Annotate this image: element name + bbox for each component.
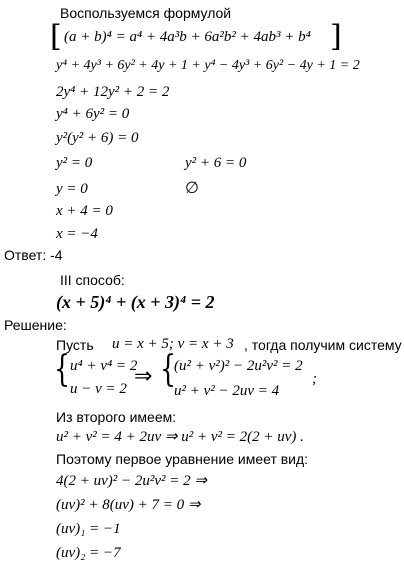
- empty-set-symbol: ∅: [185, 178, 199, 197]
- system-terminator: ;: [312, 371, 317, 387]
- linear-equation: x + 4 = 0: [56, 203, 113, 219]
- case1-equation: y² = 0: [56, 155, 93, 171]
- let-word: Пусть: [56, 337, 94, 353]
- system1-eq1: u⁴ + v⁴ = 2: [70, 358, 138, 374]
- expanded-equation: y⁴ + 4y³ + 6y² + 4y + 1 + y⁴ − 4y³ + 6y² − 4y + 1 = 2: [56, 58, 360, 73]
- solution-label: Решение:: [4, 317, 67, 333]
- step-factored: y²(y² + 6) = 0: [56, 130, 139, 146]
- implies-arrow-icon: ⇒: [134, 364, 153, 389]
- binomial-formula: (a + b)⁴ = a⁴ + 4a³b + 6a²b² + 4ab³ + b⁴: [64, 29, 311, 45]
- method3-heading: III способ:: [60, 272, 125, 288]
- system1-eq2: u − v = 2: [70, 381, 127, 397]
- derived-equation: u² + v² = 4 + 2uv ⇒ u² + v² = 2(2 + uv) .: [56, 429, 304, 445]
- first-equation-form: 4(2 + uv)² − 2u²v² = 2 ⇒: [56, 473, 207, 489]
- therefore-text: Поэтому первое уравнение имеет вид:: [56, 451, 309, 467]
- root-one: (uv)₁ = −1: [56, 521, 121, 537]
- left-bracket: [: [50, 19, 62, 54]
- step-sum: 2y⁴ + 12y² + 2 = 2: [56, 84, 170, 100]
- final-x: x = −4: [56, 226, 98, 242]
- right-bracket: ]: [330, 19, 342, 54]
- case1-solution: y = 0: [56, 181, 88, 197]
- method3-equation: (x + 5)⁴ + (x + 3)⁴ = 2: [56, 292, 215, 312]
- substitution-tail: , тогда получим систему: [244, 337, 402, 353]
- quadratic-in-uv: (uv)² + 8(uv) + 7 = 0 ⇒: [56, 497, 201, 513]
- from-second-text: Из второго имеем:: [56, 409, 177, 425]
- system2-eq2: u² + v² − 2uv = 4: [174, 383, 280, 399]
- system1-brace: {: [54, 349, 71, 390]
- answer-line: Ответ: -4: [4, 247, 63, 263]
- system2-brace: {: [160, 349, 177, 390]
- system2-eq1: (u² + v²)² − 2u²v² = 2: [174, 358, 303, 374]
- case2-equation: y² + 6 = 0: [185, 155, 247, 171]
- intro-text: Воспользуемся формулой: [60, 5, 232, 21]
- root-two: (uv)₂ = −7: [56, 545, 121, 561]
- substitution: u = x + 5; v = x + 3: [112, 336, 234, 352]
- step-reduced: y⁴ + 6y² = 0: [56, 106, 130, 122]
